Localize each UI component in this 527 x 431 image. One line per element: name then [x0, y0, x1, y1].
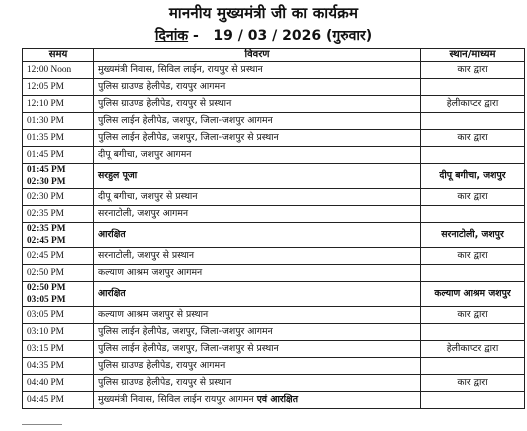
- row-description: [94, 96, 421, 113]
- row-time-end: 02:45 PM: [27, 236, 66, 246]
- row-time: [23, 324, 94, 341]
- table-row: [23, 79, 525, 96]
- row-time-start: 04:35 PM: [27, 361, 64, 371]
- table-row: [23, 307, 525, 324]
- schedule-body: [23, 62, 525, 409]
- row-description-text: पुलिस लाईन हेलीपेड, जशपुर, जिला-जशपुर से प्रस्थान: [98, 132, 279, 143]
- page-title: माननीय मुख्यमंत्री जी का कार्यक्रम: [168, 4, 359, 22]
- row-place: [421, 324, 525, 341]
- row-description-text: पुलिस ग्राउण्ड हेलीपेड, रायपुर आगमन: [98, 360, 226, 371]
- schedule-table: [22, 48, 525, 409]
- row-place: सरनाटोली, जशपुर: [421, 223, 525, 248]
- header-time: समय: [23, 49, 94, 62]
- row-time-start: 01:35 PM: [27, 133, 64, 143]
- row-place: कार द्वारा: [421, 62, 525, 79]
- row-description: [94, 62, 421, 79]
- table-row: [23, 358, 525, 375]
- row-time-end: 02:30 PM: [27, 177, 66, 187]
- row-place: [421, 392, 525, 409]
- row-description-bold-tail: एवं आरक्षित: [256, 394, 299, 405]
- row-time-start: 01:45 PM: [27, 150, 64, 160]
- row-time: [23, 96, 94, 113]
- table-row: [23, 113, 525, 130]
- row-time-start: 04:45 PM: [27, 395, 64, 405]
- table-header-row: [23, 49, 525, 62]
- row-time: [23, 189, 94, 206]
- row-time: [23, 341, 94, 358]
- table-row: [23, 189, 525, 206]
- row-description: [94, 392, 421, 409]
- row-place: [421, 79, 525, 96]
- row-time-end: 03:05 PM: [27, 295, 66, 305]
- header-description: विवरण: [94, 49, 421, 62]
- row-description: [94, 265, 421, 282]
- table-row: [23, 206, 525, 223]
- row-description: [94, 79, 421, 96]
- row-time: [23, 147, 94, 164]
- row-place: हेलीकाप्टर द्वारा: [421, 96, 525, 113]
- row-description-text: आरक्षित: [98, 229, 126, 240]
- row-description-text: कल्याण आश्रम जशपुर आगमन: [98, 267, 203, 278]
- table-row: [23, 248, 525, 265]
- row-description: [94, 113, 421, 130]
- row-description-text: मुख्यमंत्री निवास, सिविल लाईन रायपुर आगमन: [98, 394, 254, 405]
- table-row: [23, 62, 525, 79]
- row-time-start: 02:35 PM: [27, 209, 64, 219]
- row-time-start: 03:10 PM: [27, 327, 64, 337]
- row-place: दीपू बगीचा, जशपुर: [421, 164, 525, 189]
- row-time-start: 02:50 PM: [27, 268, 64, 278]
- row-place: कार द्वारा: [421, 375, 525, 392]
- date-day: (गुरुवार): [325, 28, 373, 44]
- row-time: [23, 358, 94, 375]
- date-label: दिनांक: [154, 28, 189, 44]
- date-separator: -: [192, 28, 199, 44]
- row-description-text: पुलिस ग्राउण्ड हेलीपेड, रायपुर से प्रस्थान: [98, 377, 232, 388]
- table-row: [23, 341, 525, 358]
- row-time-start: 02:50 PM: [27, 283, 66, 293]
- row-description: [94, 164, 421, 189]
- row-description: [94, 282, 421, 307]
- row-description: [94, 324, 421, 341]
- row-place: कल्याण आश्रम जशपुर: [421, 282, 525, 307]
- table-row: [23, 324, 525, 341]
- row-time-start: 01:45 PM: [27, 165, 66, 175]
- row-description: [94, 341, 421, 358]
- row-description: [94, 206, 421, 223]
- row-time: [23, 62, 94, 79]
- row-description: [94, 307, 421, 324]
- row-description: [94, 223, 421, 248]
- table-row: [23, 130, 525, 147]
- row-place: [421, 113, 525, 130]
- row-time: [23, 79, 94, 96]
- row-place: कार द्वारा: [421, 189, 525, 206]
- row-description-text: दीपू बगीचा, जशपुर से प्रस्थान: [98, 191, 198, 202]
- row-time-start: 02:35 PM: [27, 224, 66, 234]
- row-description-text: सरहुल पूजा: [98, 170, 138, 181]
- row-description: [94, 130, 421, 147]
- row-time: [23, 206, 94, 223]
- row-time: [23, 248, 94, 265]
- table-row: [23, 375, 525, 392]
- row-time-start: 02:45 PM: [27, 251, 64, 261]
- row-place: [421, 265, 525, 282]
- header-place: स्थान/माध्यम: [421, 49, 525, 62]
- row-time-start: 03:15 PM: [27, 344, 64, 354]
- row-time: [23, 282, 94, 307]
- table-row: [23, 96, 525, 113]
- row-time-start: 03:05 PM: [27, 310, 64, 320]
- row-time-start: 04:40 PM: [27, 378, 64, 388]
- row-place: कार द्वारा: [421, 130, 525, 147]
- row-description-text: आरक्षित: [98, 288, 126, 299]
- row-time: [23, 130, 94, 147]
- table-row: [23, 282, 525, 307]
- row-description-text: कल्याण आश्रम जशपुर से प्रस्थान: [98, 309, 209, 320]
- table-row: [23, 265, 525, 282]
- row-description-text: सरनाटोली, जशपुर आगमन: [98, 208, 189, 219]
- row-time-start: 01:30 PM: [27, 116, 64, 126]
- table-row: [23, 147, 525, 164]
- row-description: [94, 375, 421, 392]
- row-place: [421, 358, 525, 375]
- row-time-start: 12:05 PM: [27, 82, 64, 92]
- row-description: [94, 358, 421, 375]
- row-time: [23, 113, 94, 130]
- row-description-text: सरनाटोली, जशपुर से प्रस्थान: [98, 250, 195, 261]
- row-description: [94, 147, 421, 164]
- row-time-start: 12:00 Noon: [27, 65, 72, 75]
- row-description: [94, 248, 421, 265]
- row-time: [23, 307, 94, 324]
- row-time-start: 02:30 PM: [27, 192, 64, 202]
- table-row: [23, 392, 525, 409]
- row-place: कार द्वारा: [421, 307, 525, 324]
- row-description-text: पुलिस लाईन हेलीपेड, जशपुर, जिला-जशपुर आगमन: [98, 115, 273, 126]
- row-place: [421, 206, 525, 223]
- date-line: [0, 26, 527, 45]
- row-description-text: मुख्यमंत्री निवास, सिविल लाईन, रायपुर से प्रस्थान: [98, 64, 263, 75]
- row-place: [421, 147, 525, 164]
- row-description-text: पुलिस ग्राउण्ड हेलीपेड, रायपुर से प्रस्थान: [98, 98, 232, 109]
- row-description-text: पुलिस लाईन हेलीपेड, जशपुर, जिला-जशपुर से प्रस्थान: [98, 343, 279, 354]
- row-time: [23, 265, 94, 282]
- table-row: [23, 164, 525, 189]
- row-time: [23, 392, 94, 409]
- row-description-text: दीपू बगीचा, जशपुर आगमन: [98, 149, 192, 160]
- row-time: [23, 375, 94, 392]
- row-description: [94, 189, 421, 206]
- table-row: [23, 223, 525, 248]
- row-place: हेलीकाप्टर द्वारा: [421, 341, 525, 358]
- row-description-text: पुलिस ग्राउण्ड हेलीपेड, रायपुर आगमन: [98, 81, 226, 92]
- row-time: [23, 164, 94, 189]
- date-value: 19 / 03 / 2026: [213, 28, 322, 44]
- row-place: कार द्वारा: [421, 248, 525, 265]
- row-time-start: 12:10 PM: [27, 99, 64, 109]
- row-time: [23, 223, 94, 248]
- row-description-text: पुलिस लाईन हेलीपेड, जशपुर, जिला-जशपुर आगमन: [98, 326, 273, 337]
